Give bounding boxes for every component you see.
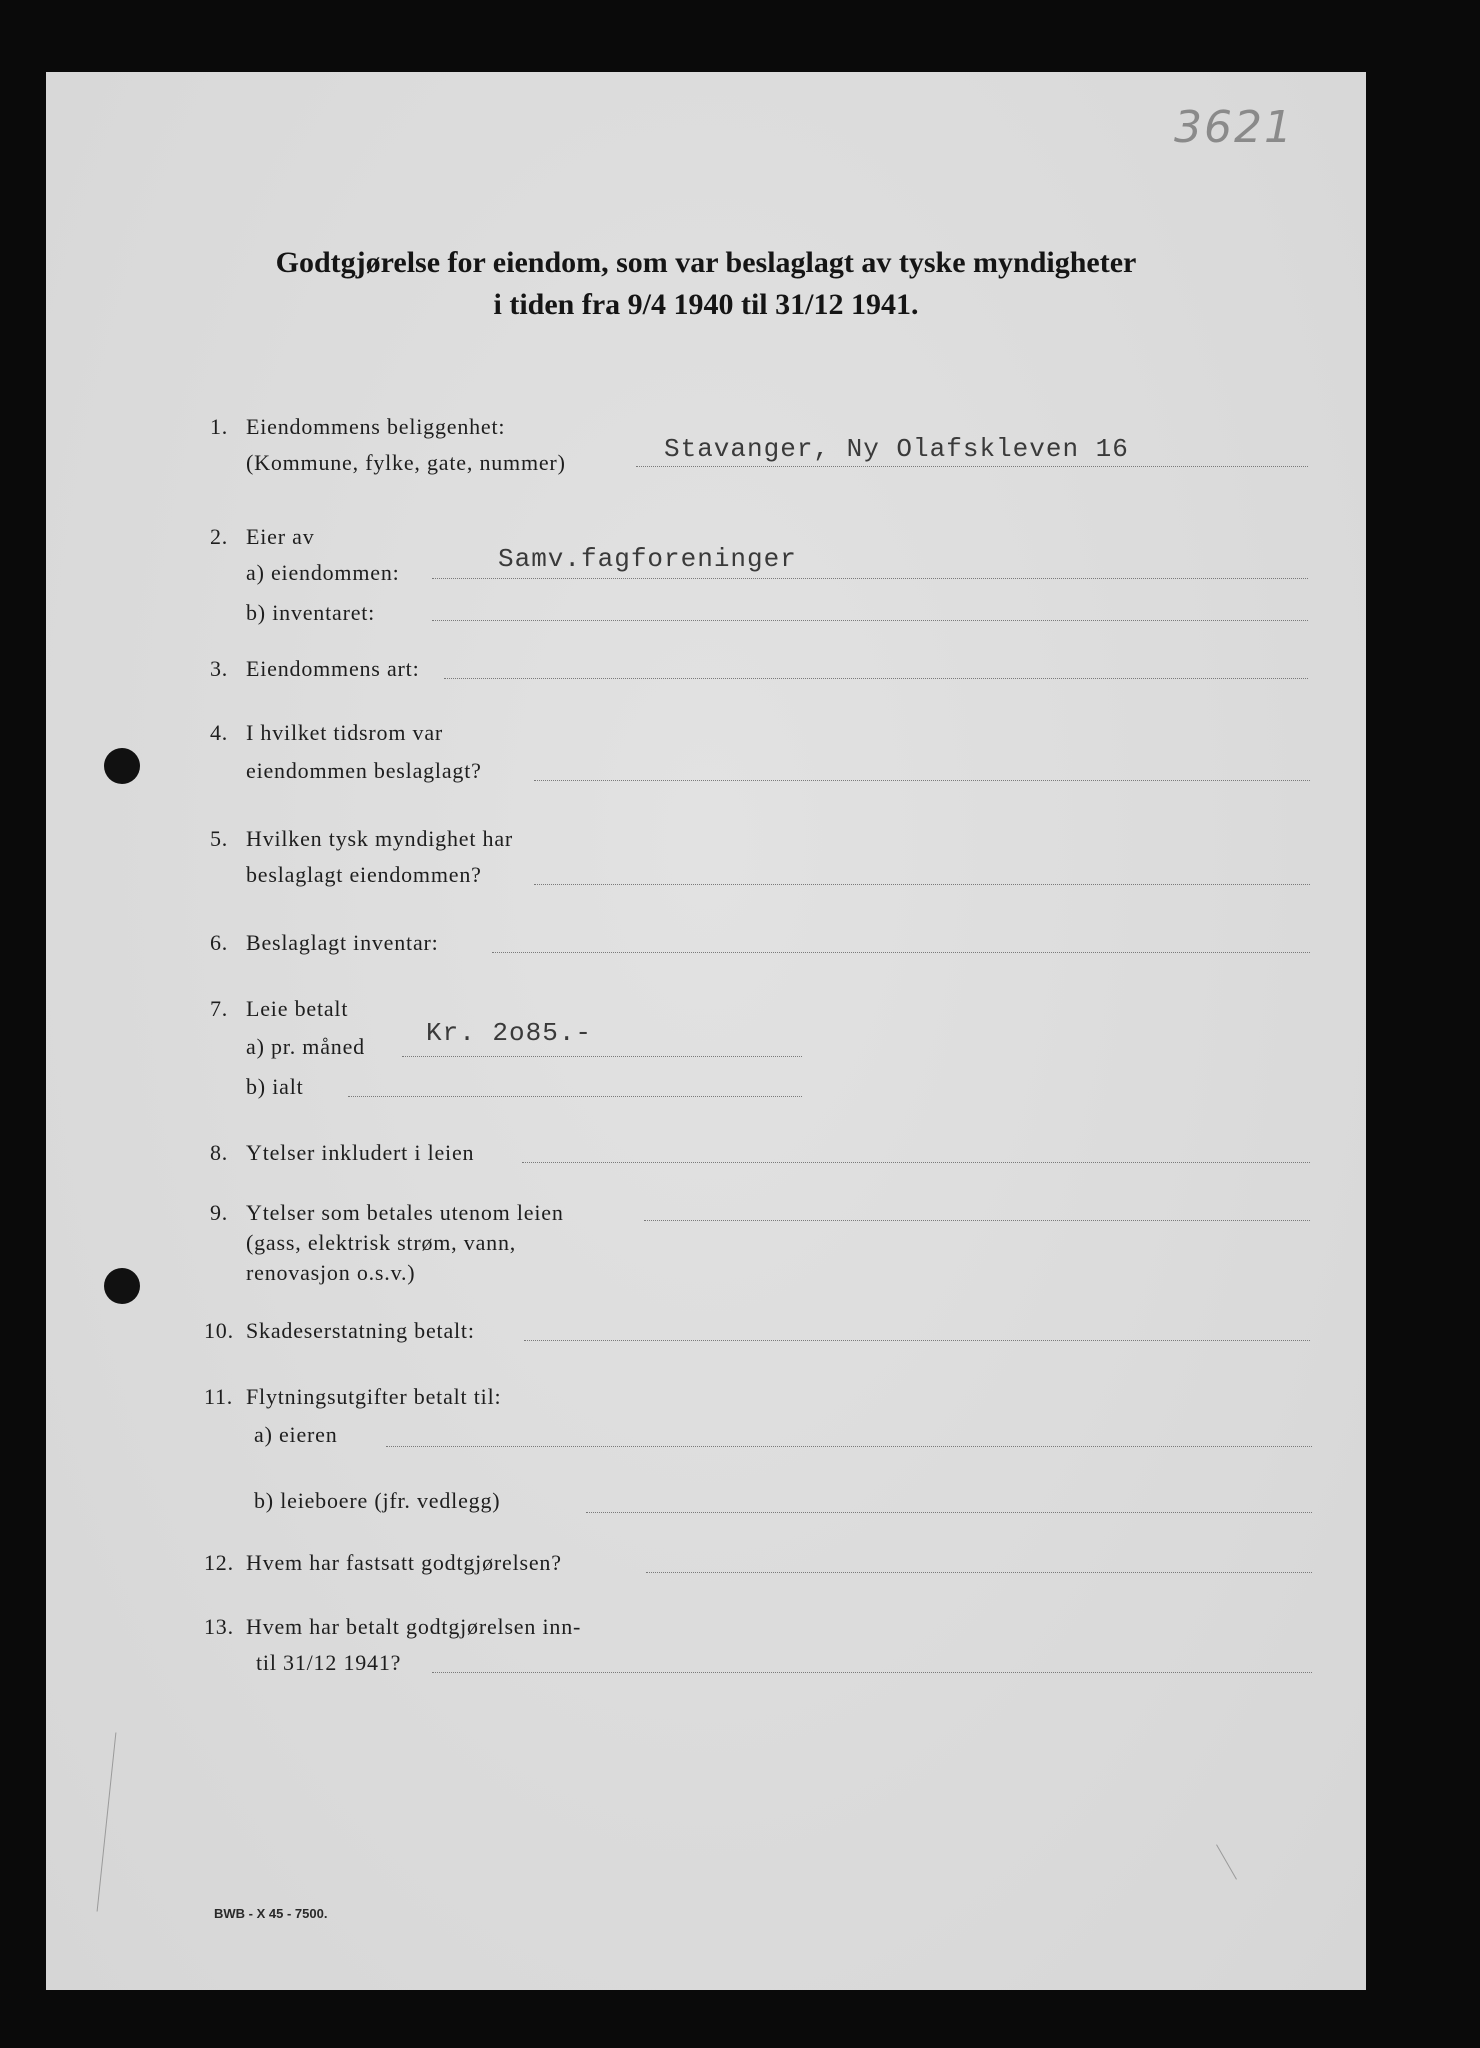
q7b-label: b) ialt [246,1074,304,1099]
q5-label: Hvilken tysk myndighet har [246,826,514,851]
q1-number: 1. [210,414,229,439]
q9-label: Ytelser som betales utenom leien [246,1200,564,1225]
q5-sublabel: beslaglagt eiendommen? [246,862,482,887]
q7-label: Leie betalt [246,996,349,1021]
title-line-1: Godtgjørelse for eiendom, som var beslaglagt av tyske myndigheter [275,246,1137,279]
q12-answer-line [646,1572,1312,1573]
q11-number: 11. [204,1384,234,1409]
q4-answer-line [534,780,1310,781]
paper-scratch [1216,1844,1237,1879]
q9-number: 9. [210,1200,229,1225]
q2b-answer-line [432,620,1308,621]
q1-label: Eiendommens beliggenhet: [246,414,506,439]
q7a-answer: Kr. 2o85.- [426,1018,593,1048]
q2a-answer-line [432,578,1308,579]
q6-answer-line [492,952,1310,953]
q2a-label: a) eiendommen: [246,560,400,585]
punch-hole-bottom [104,1268,140,1304]
q3-number: 3. [210,656,229,681]
q7a-label: a) pr. måned [246,1034,365,1059]
q3-answer-line [444,678,1308,679]
q2-number: 2. [210,524,229,549]
q12-number: 12. [204,1550,234,1575]
q10-answer-line [524,1340,1310,1341]
q10-number: 10. [204,1318,234,1343]
paper-scratch [97,1732,117,1911]
q2a-answer: Samv.fagforeninger [498,544,797,574]
q13-number: 13. [204,1614,234,1639]
q6-label: Beslaglagt inventar: [246,930,439,955]
punch-hole-top [104,748,140,784]
q12-label: Hvem har fastsatt godtgjørelsen? [246,1550,562,1575]
q6-number: 6. [210,930,229,955]
print-code: BWB - X 45 - 7500. [214,1906,328,1921]
q8-number: 8. [210,1140,229,1165]
q4-label: I hvilket tidsrom var [246,720,444,745]
form-title [46,242,1366,326]
q11a-answer-line [386,1446,1312,1447]
q9-answer-line [644,1220,1310,1221]
q5-number: 5. [210,826,229,851]
q8-label: Ytelser inkludert i leien [246,1140,475,1165]
title-line-2: i tiden fra 9/4 1940 til 31/12 1941. [493,288,919,321]
q11a-label: a) eieren [254,1422,338,1447]
q1-sublabel: (Kommune, fylke, gate, nummer) [246,450,566,475]
q7b-answer-line [348,1096,802,1097]
q3-label: Eiendommens art: [246,656,420,681]
q2-label: Eier av [246,524,315,549]
q11b-label: b) leieboere (jfr. vedlegg) [254,1488,501,1513]
q13-label: Hvem har betalt godtgjørelsen inn- [246,1614,582,1639]
q13-answer-line [432,1672,1312,1673]
q5-answer-line [534,884,1310,885]
q7a-answer-line [402,1056,802,1057]
form-sheet [46,72,1366,1990]
q7-number: 7. [210,996,229,1021]
q11b-answer-line [586,1512,1312,1513]
q9-sublabel-2: renovasjon o.s.v.) [246,1260,416,1285]
q11-label: Flytningsutgifter betalt til: [246,1384,502,1409]
archive-number: 3621 [1174,102,1294,153]
q1-answer: Stavanger, Ny Olafskleven 16 [664,434,1129,464]
q13-sublabel: til 31/12 1941? [256,1650,402,1675]
q9-sublabel-1: (gass, elektrisk strøm, vann, [246,1230,517,1255]
q10-label: Skadeserstatning betalt: [246,1318,475,1343]
q4-sublabel: eiendommen beslaglagt? [246,758,482,783]
q2b-label: b) inventaret: [246,600,376,625]
q8-answer-line [522,1162,1310,1163]
q4-number: 4. [210,720,229,745]
q1-answer-line [636,466,1308,467]
